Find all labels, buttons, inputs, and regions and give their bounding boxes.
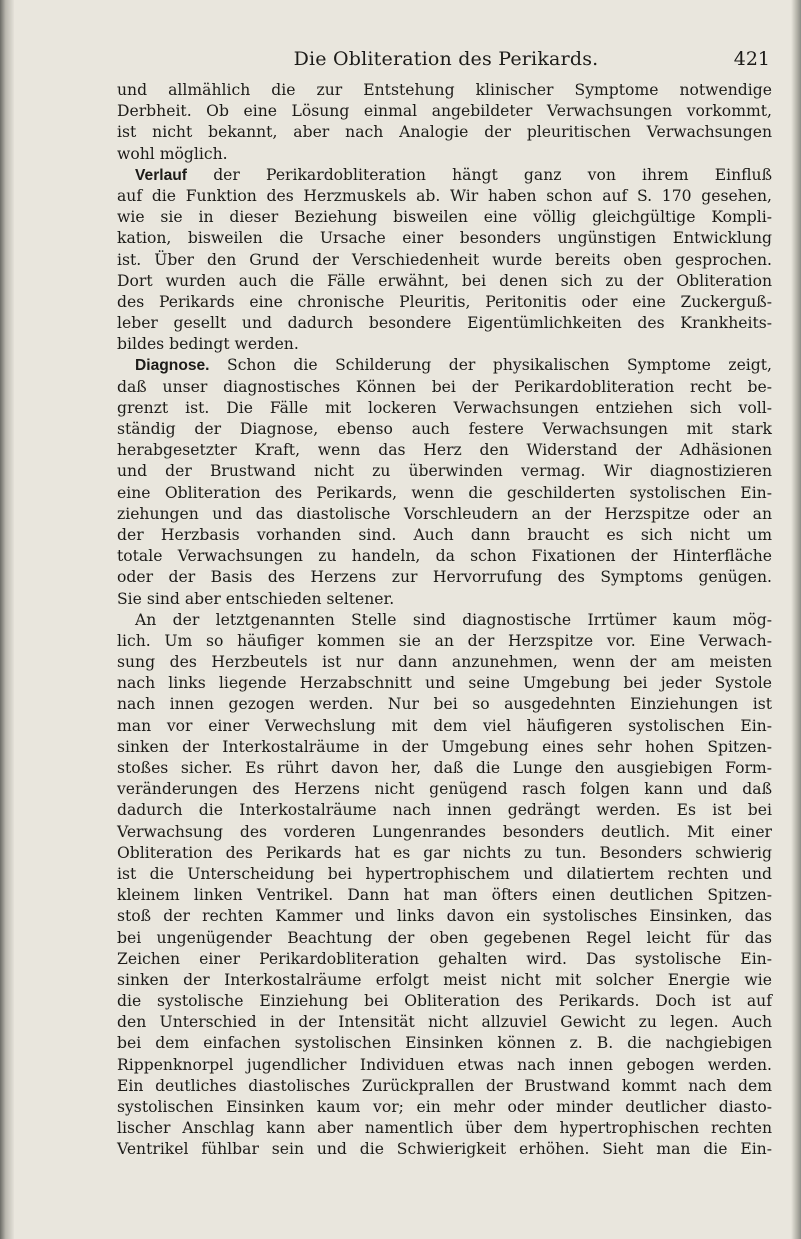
text-line-content: der Herzbasis vorhanden sind. Auch dann braucht es sich nicht um (117, 525, 772, 544)
text-line (117, 949, 772, 970)
page-number: 421 (733, 48, 770, 70)
text-line (117, 970, 772, 991)
text-line-content: wie sie in dieser Beziehung bisweilen eine völlig gleichgültige Kompli- (117, 208, 772, 227)
text-line-content: der Perikardobliteration hängt ganz von ihrem Einfluß (187, 165, 772, 184)
text-line (117, 419, 772, 440)
text-line (117, 800, 772, 821)
text-line-content: die systolische Einziehung bei Obliteration des Perikards. Doch ist auf (117, 992, 772, 1011)
text-line (117, 758, 772, 779)
text-line (117, 610, 772, 631)
text-line-content: wohl möglich. (117, 144, 228, 163)
text-line-content: bildes bedingt werden. (117, 335, 299, 354)
text-line (117, 398, 772, 419)
text-line-content: Rippenknorpel jugendlicher Individuen etwas nach innen gebogen werden. (117, 1055, 772, 1074)
text-line (117, 207, 772, 228)
text-line-content: eine Obliteration des Perikards, wenn die geschilderten systolischen Ein- (117, 483, 772, 502)
text-line (117, 80, 772, 101)
body-text (117, 80, 772, 1161)
text-line (117, 1055, 772, 1076)
text-line-content: kleinem linken Ventrikel. Dann hat man öfters einen deutlichen Spitzen- (117, 886, 772, 905)
text-line-content: ist. Über den Grund der Verschiedenheit wurde bereits oben gesprochen. (117, 250, 772, 269)
text-line-content: nach innen gezogen werden. Nur bei so ausgedehnten Einziehungen ist (117, 695, 772, 714)
text-line (117, 631, 772, 652)
running-header (120, 48, 772, 74)
text-line (117, 461, 772, 482)
text-line-content: Obliteration des Perikards hat es gar nichts zu tun. Besonders schwierig (117, 843, 772, 862)
text-line-content: Sie sind aber entschieden seltener. (117, 589, 395, 608)
text-line (117, 228, 772, 249)
text-line-content: herabgesetzter Kraft, wenn das Herz den Widerstand der Adhäsionen (117, 441, 772, 460)
text-line-content: ist die Unterscheidung bei hypertrophischem und dilatiertem rechten und (117, 864, 772, 883)
text-line (117, 567, 772, 588)
text-line-content: oder der Basis des Herzens zur Hervorrufung des Symptoms genügen. (117, 568, 772, 587)
text-line (117, 737, 772, 758)
text-line (117, 440, 772, 461)
text-line-content: veränderungen des Herzens nicht genügend rasch folgen kann und daß (117, 780, 772, 799)
text-line-content: stoßes sicher. Es rührt davon her, daß die Lunge den ausgiebigen Form- (117, 759, 772, 777)
text-line (117, 589, 772, 610)
text-line-content: daß unser diagnostisches Können bei der Perikardobliteration recht be- (117, 377, 772, 396)
text-line-content: Zeichen einer Perikardobliteration gehalten wird. Das systolische Ein- (117, 949, 772, 968)
text-line-content: sinken der Interkostalräume in der Umgebung eines sehr hohen Spitzen- (117, 737, 772, 756)
text-line (117, 885, 772, 906)
text-line (117, 271, 772, 292)
text-line-content: systolischen Einsinken kaum vor; ein mehr oder minder deutlicher diasto- (117, 1098, 772, 1116)
text-line (117, 843, 772, 864)
text-line (117, 334, 772, 355)
text-line (117, 1033, 772, 1054)
text-line-content: auf die Funktion des Herzmuskels ab. Wir haben schon auf S. 170 gesehen, (117, 186, 772, 205)
text-line (117, 144, 772, 165)
text-line (117, 1118, 772, 1139)
text-line-content: kation, bisweilen die Ursache einer besonders ungünstigen Entwicklung (117, 229, 772, 248)
text-line (117, 292, 772, 313)
section-keyword: Diagnose. (135, 357, 210, 375)
text-line (117, 779, 772, 800)
text-line-content: man vor einer Verwechslung mit dem viel häufigeren systolischen Ein- (117, 716, 772, 735)
text-line-content: An der letztgenannten Stelle sind diagnostische Irrtümer kaum mög- (135, 610, 772, 629)
page-left-edge-shadow (0, 0, 14, 1239)
text-line-content: den Unterschied in der Intensität nicht allzuviel Gewicht zu legen. Auch (117, 1013, 772, 1032)
text-line-content: sinken der Interkostalräume erfolgt meist nicht mit solcher Energie wie (117, 970, 772, 989)
text-line-content: leber gesellt und dadurch besondere Eigentümlichkeiten des Krankheits- (117, 314, 772, 333)
text-line-content: ist nicht bekannt, aber nach Analogie der pleuritischen Verwachsungen (117, 123, 772, 142)
text-line (117, 165, 772, 186)
text-line (117, 546, 772, 567)
text-line (117, 355, 772, 376)
text-line (117, 313, 772, 334)
text-line (117, 864, 772, 885)
text-line (117, 1012, 772, 1033)
text-line-content: totale Verwachsungen zu handeln, da schon Fixationen der Hinterfläche (117, 547, 772, 566)
text-line-content: Derbheit. Ob eine Lösung einmal angebildeter Verwachsungen vorkommt, (117, 102, 772, 121)
text-line (117, 673, 772, 694)
text-line-content: und der Brustwand nicht zu überwinden vermag. Wir diagnostizieren (117, 462, 772, 481)
text-line-content: Ventrikel fühlbar sein und die Schwierigkeit erhöhen. Sieht man die Ein- (117, 1140, 772, 1159)
text-line-content: Dort wurden auch die Fälle erwähnt, bei denen sich zu der Obliteration (117, 271, 772, 290)
text-line-content: Ein deutliches diastolisches Zurückprallen der Brustwand kommt nach dem (117, 1076, 772, 1095)
text-line (117, 504, 772, 525)
text-line (117, 1097, 772, 1118)
text-line (117, 928, 772, 949)
text-line-content: des Perikards eine chronische Pleuritis, Peritonitis oder eine Zuckerguß- (117, 292, 772, 311)
text-line (117, 1139, 772, 1160)
text-line (117, 101, 772, 122)
text-line (117, 525, 772, 546)
text-line (117, 716, 772, 737)
text-line-content: ständig der Diagnose, ebenso auch festere Verwachsungen mit stark (117, 420, 772, 438)
page-right-edge-shadow (791, 0, 801, 1239)
text-line-content: bei dem einfachen systolischen Einsinken können z. B. die nachgiebigen (117, 1034, 772, 1053)
text-line (117, 186, 772, 207)
text-line (117, 991, 772, 1012)
text-line-content: stoß der rechten Kammer und links davon ein systolisches Einsinken, das (117, 907, 772, 926)
text-line-content: Schon die Schilderung der physikalischen Symptome zeigt, (209, 356, 772, 375)
text-line-content: ziehungen und das diastolische Vorschleudern an der Herzspitze oder an (117, 504, 772, 523)
text-line-content: sung des Herzbeutels ist nur dann anzunehmen, wenn der am meisten (117, 653, 772, 672)
text-line-content: nach links liegende Herzabschnitt und seine Umgebung bei jeder Systole (117, 674, 772, 693)
text-line-content: grenzt ist. Die Fälle mit lockeren Verwachsungen entziehen sich voll- (117, 398, 772, 417)
text-line (117, 483, 772, 504)
text-line (117, 122, 772, 143)
text-line (117, 694, 772, 715)
text-line (117, 906, 772, 927)
text-line (117, 377, 772, 398)
text-line-content: Verwachsung des vorderen Lungenrandes besonders deutlich. Mit einer (117, 822, 772, 841)
running-header-title: Die Obliteration des Perikards. (293, 48, 599, 70)
text-line-content: und allmählich die zur Entstehung klinischer Symptome notwendige (117, 81, 772, 99)
section-keyword: Verlauf (135, 166, 188, 184)
text-line (117, 1076, 772, 1097)
text-line-content: lich. Um so häufiger kommen sie an der Herzspitze vor. Eine Verwach- (117, 631, 772, 650)
text-line-content: lischer Anschlag kann aber namentlich über dem hypertrophischen rechten (117, 1119, 772, 1138)
text-line (117, 822, 772, 843)
text-line (117, 250, 772, 271)
text-line-content: dadurch die Interkostalräume nach innen gedrängt werden. Es ist bei (117, 801, 772, 820)
text-line-content: bei ungenügender Beachtung der oben gegebenen Regel leicht für das (117, 928, 772, 947)
text-line (117, 652, 772, 673)
